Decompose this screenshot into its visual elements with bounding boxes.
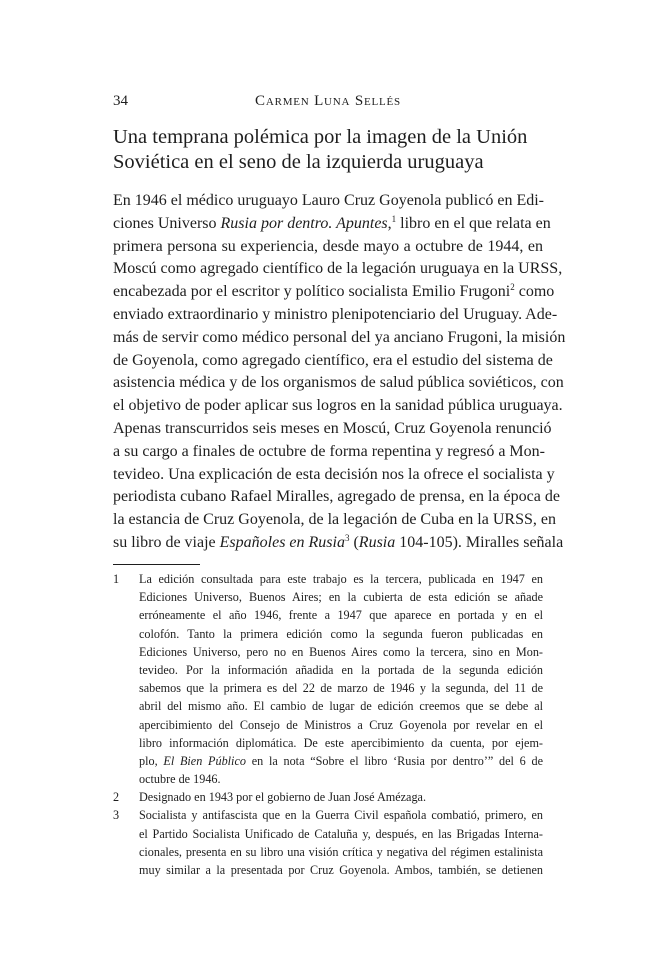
footnote-line: Ediciones Universo, Buenos Aires; en la cubierta de esta edición se añade [139, 590, 543, 605]
body-line: el objetivo de poder aplicar sus logros en la sanidad pública uruguaya. [113, 397, 563, 415]
footnote-text: Socialista y antifascista que en la Guerra Civil española combatió, primero, en [139, 808, 543, 823]
body-text-span: como [514, 283, 555, 301]
body-text-span: ciones Universo [113, 214, 221, 232]
footnote-line: cionales, presenta en su libro una visión crítica y negativa del régimen estalinista [139, 844, 543, 859]
footnote-ref[interactable]: 1 [391, 213, 397, 224]
footnote-text: Designado en 1943 por el gobierno de Juan José Amézaga. [139, 790, 427, 805]
body-line: Moscú como agregado científico de la legación uruguaya en la URSS, [113, 260, 563, 278]
book-title-italic: Españoles en Rusia [219, 533, 345, 551]
footnote-ref[interactable]: 3 [344, 532, 350, 543]
section-title-line: Soviética en el seno de la izquierda uruguaya [113, 151, 484, 173]
citation-italic: Rusia [358, 533, 396, 551]
footnote-line [113, 806, 543, 824]
footnote-number: 3 [113, 808, 120, 823]
body-line [113, 213, 551, 236]
footnotes [113, 570, 543, 879]
footnote-number: 2 [113, 790, 120, 805]
body-paragraph [113, 190, 566, 555]
body-text-span: ( [349, 533, 359, 551]
body-text-span: 104-105). Miralles señala [395, 533, 564, 551]
body-line: más de servir como médico personal del ya anciano Frugoni, la misión [113, 328, 566, 346]
footnote-line [113, 788, 543, 806]
footnote-line: sabemos que la primera es del 22 de marzo de 1946 y la segunda, del 11 de [139, 681, 543, 696]
newspaper-title-italic: El Bien Público [163, 753, 246, 768]
page-header [113, 93, 543, 115]
body-text-span: libro en el que relata en [396, 214, 551, 232]
footnote-line: muy similar a la presentada por Cruz Goyenola. Ambos, también, se detienen [139, 863, 543, 877]
footnote-line: el Partido Socialista Unificado de Cataluña y, después, en las Brigadas Interna- [139, 826, 543, 841]
body-text-span: , [387, 214, 392, 232]
footnote-line: libro información diplomática. De este apercibimiento da cuenta, por ejem- [139, 735, 543, 750]
running-head-author: Carmen Luna Sellés [255, 93, 401, 109]
body-line: enviado extraordinario y ministro plenipotenciario del Uruguay. Ade- [113, 305, 558, 323]
book-title-italic: Rusia por dentro. Apuntes [220, 214, 388, 232]
footnote-text: en la nota “Sobre el libro ‘Rusia por dentro’” del 6 de [245, 753, 544, 768]
body-line: primera persona su experiencia, desde mayo a octubre de 1944, en [113, 237, 543, 255]
footnote-text: La edición consultada para este trabajo es la tercera, publicada en 1947 en [139, 572, 543, 586]
body-line: periodista cubano Rafael Miralles, agregado de prensa, en la época de [113, 488, 560, 506]
footnote-line: apercibimiento del Consejo de Ministros a Cruz Goyenola por revelar en el [139, 717, 543, 732]
footnote-line: tevideo. Por la información añadida en la portada de la segunda edición [139, 662, 543, 677]
body-line: a su cargo a finales de octubre de forma repentina y regresó a Mon- [113, 442, 545, 460]
footnote-line: Ediciones Universo, pero no en Buenos Aires como la tercera, sino en Mon- [139, 644, 543, 659]
footnote-line: abril del mismo año. El cambio de lugar de edición creemos que se debe al [139, 699, 543, 714]
footnote-line: octubre de 1946. [139, 772, 221, 787]
footnote-line: erróneamente el año 1946, frente a 1947 que aparece en portada y en el [139, 608, 543, 623]
body-line [113, 532, 564, 555]
footnote-text: plo, [139, 753, 164, 768]
footnote-ref[interactable]: 2 [510, 282, 515, 293]
footnote-separator [113, 564, 200, 565]
body-line: la estancia de Cruz Goyenola, de la legación de Cuba en la URSS, en [113, 511, 556, 529]
body-text-span: su libro de viaje [113, 533, 220, 551]
page-number: 34 [113, 93, 128, 109]
body-text-span: encabezada por el escritor y político socialista Emilio Frugoni [113, 283, 511, 301]
footnote-number: 1 [113, 572, 120, 586]
body-line: asistencia médica y de los organismos de salud pública soviéticos, con [113, 374, 564, 392]
footnote-line: colofón. Tanto la primera edición como la segunda fueron publicadas en [139, 626, 543, 641]
body-line: Apenas transcurridos seis meses en Moscú, Cruz Goyenola renunció [113, 419, 552, 437]
body-line: En 1946 el médico uruguayo Lauro Cruz Goyenola publicó en Edi- [113, 192, 544, 209]
footnote-line [113, 752, 543, 770]
body-line: tevideo. Una explicación de esta decisión nos la ofrece el socialista y [113, 465, 555, 483]
footnote-line [113, 570, 543, 588]
body-line: de Goyenola, como agregado científico, era el estudio del sistema de [113, 351, 553, 369]
section-title-line: Una temprana polémica por la imagen de la Unión [113, 126, 528, 148]
body-line [113, 281, 555, 304]
section-title [113, 125, 543, 175]
